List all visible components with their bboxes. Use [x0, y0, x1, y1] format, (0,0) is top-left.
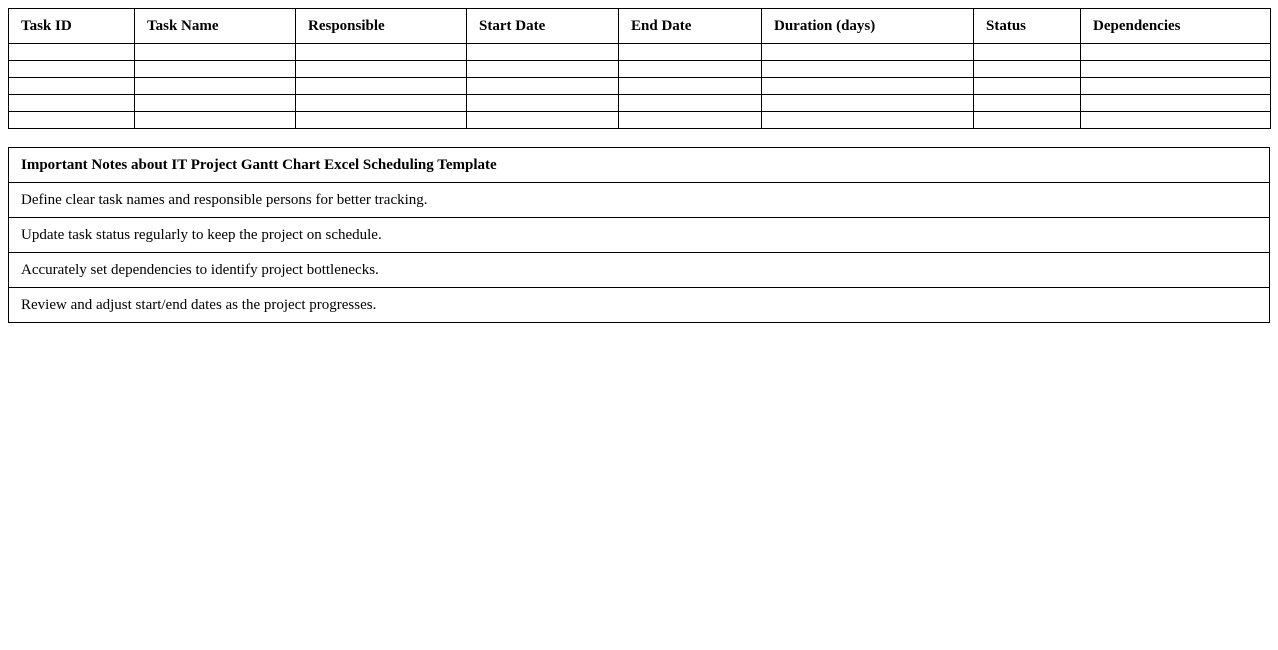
table-cell[interactable] — [762, 61, 974, 78]
column-header-status: Status — [974, 9, 1081, 44]
table-cell[interactable] — [1081, 44, 1271, 61]
table-cell[interactable] — [974, 112, 1081, 129]
table-cell[interactable] — [467, 44, 619, 61]
table-cell[interactable] — [619, 44, 762, 61]
table-cell[interactable] — [9, 78, 135, 95]
table-cell[interactable] — [296, 44, 467, 61]
table-cell[interactable] — [1081, 61, 1271, 78]
column-header-responsible: Responsible — [296, 9, 467, 44]
column-header-dependencies: Dependencies — [1081, 9, 1271, 44]
notes-title: Important Notes about IT Project Gantt Chart Excel Scheduling Template — [9, 148, 1270, 183]
table-cell[interactable] — [135, 61, 296, 78]
table-cell[interactable] — [467, 112, 619, 129]
table-cell[interactable] — [296, 78, 467, 95]
table-cell[interactable] — [135, 112, 296, 129]
table-cell[interactable] — [1081, 78, 1271, 95]
table-cell[interactable] — [135, 78, 296, 95]
table-row — [9, 78, 1271, 95]
notes-table — [8, 147, 1270, 323]
table-cell[interactable] — [619, 78, 762, 95]
table-cell[interactable] — [1081, 112, 1271, 129]
table-cell[interactable] — [467, 61, 619, 78]
column-header-start-date: Start Date — [467, 9, 619, 44]
table-cell[interactable] — [9, 61, 135, 78]
table-cell[interactable] — [1081, 95, 1271, 112]
table-cell[interactable] — [762, 95, 974, 112]
note-row — [9, 288, 1270, 323]
column-header-task-id: Task ID — [9, 9, 135, 44]
table-cell[interactable] — [296, 112, 467, 129]
notes-title-row — [9, 148, 1270, 183]
table-cell[interactable] — [9, 95, 135, 112]
table-cell[interactable] — [974, 95, 1081, 112]
table-cell[interactable] — [974, 78, 1081, 95]
table-cell[interactable] — [135, 95, 296, 112]
note-item: Define clear task names and responsible persons for better tracking. — [9, 183, 1270, 218]
schedule-header-row — [9, 9, 1271, 44]
table-cell[interactable] — [762, 44, 974, 61]
column-header-task-name: Task Name — [135, 9, 296, 44]
note-item: Accurately set dependencies to identify project bottlenecks. — [9, 253, 1270, 288]
note-row — [9, 183, 1270, 218]
note-item: Update task status regularly to keep the project on schedule. — [9, 218, 1270, 253]
table-cell[interactable] — [619, 112, 762, 129]
table-row — [9, 95, 1271, 112]
note-row — [9, 253, 1270, 288]
table-cell[interactable] — [619, 61, 762, 78]
table-cell[interactable] — [762, 112, 974, 129]
document-page — [0, 0, 1278, 323]
table-cell[interactable] — [9, 44, 135, 61]
schedule-table — [8, 8, 1271, 129]
table-cell[interactable] — [9, 112, 135, 129]
table-row — [9, 44, 1271, 61]
column-header-duration: Duration (days) — [762, 9, 974, 44]
table-row — [9, 112, 1271, 129]
column-header-end-date: End Date — [619, 9, 762, 44]
table-cell[interactable] — [467, 95, 619, 112]
note-row — [9, 218, 1270, 253]
table-cell[interactable] — [135, 44, 296, 61]
table-cell[interactable] — [762, 78, 974, 95]
table-cell[interactable] — [296, 95, 467, 112]
note-item: Review and adjust start/end dates as the project progresses. — [9, 288, 1270, 323]
table-cell[interactable] — [467, 78, 619, 95]
table-cell[interactable] — [974, 44, 1081, 61]
table-row — [9, 61, 1271, 78]
table-cell[interactable] — [296, 61, 467, 78]
table-cell[interactable] — [974, 61, 1081, 78]
table-cell[interactable] — [619, 95, 762, 112]
